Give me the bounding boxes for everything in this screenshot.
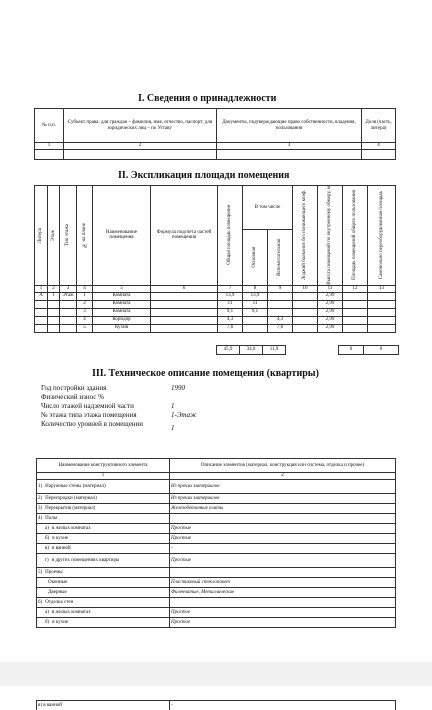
col-number: 2 xyxy=(64,143,217,150)
cell-nom: 3 xyxy=(77,308,93,316)
total-col12: 0 xyxy=(339,346,364,355)
page-gap xyxy=(0,662,432,686)
elem-desc: Филенчатые, Металлические xyxy=(170,588,396,598)
cell-osn xyxy=(243,316,268,324)
cell-height: 2,99 xyxy=(318,292,343,300)
cell-plobsh xyxy=(343,316,368,324)
elem-num: в) xyxy=(38,702,43,708)
col-number: 3 xyxy=(60,285,77,292)
tech-description-continued xyxy=(36,700,396,710)
col-formula-header: Формула подсчета частей помещения xyxy=(151,186,218,286)
cell-obsh: 13,9 xyxy=(218,292,243,300)
col-docs-header: Документы, подтверждающие право собственности, владения, пользования xyxy=(217,109,362,143)
elem-name: Проемы xyxy=(45,569,63,575)
cell-samov xyxy=(368,300,396,308)
area-total-row xyxy=(216,345,286,355)
elem-num: 6) xyxy=(38,599,43,605)
col-number: 7 xyxy=(218,285,243,292)
elem-desc: - xyxy=(170,701,396,710)
cell-tip xyxy=(60,316,77,324)
area-row xyxy=(35,316,396,324)
tech-description-table xyxy=(36,458,396,628)
col-number: 5 xyxy=(93,285,151,292)
col-number: 4 xyxy=(77,285,93,292)
info-row: Физический износ % xyxy=(41,393,104,401)
col-number: 1 xyxy=(37,473,170,480)
cell-vsp xyxy=(268,300,293,308)
total-obsh: 45,9 xyxy=(217,346,240,355)
col-number: 12 xyxy=(343,285,368,292)
cell-name: Комната xyxy=(93,308,151,316)
tech-row xyxy=(37,598,396,608)
cell-name: Комната xyxy=(93,292,151,300)
tech-row xyxy=(37,494,396,504)
cell-etazh xyxy=(48,324,60,332)
building-info xyxy=(41,384,341,438)
elem-name: Дверные xyxy=(48,589,67,595)
cell-litera xyxy=(35,308,48,316)
tech-row xyxy=(37,524,396,534)
tech-row xyxy=(37,554,396,568)
elem-num: г) xyxy=(45,557,49,563)
elem-name: Перегородки (материал) xyxy=(45,495,97,501)
cell-formula xyxy=(151,324,218,332)
col-naim-header: Наименование помещения xyxy=(93,186,151,286)
cell-litera xyxy=(35,300,48,308)
col-osn-header: Основная xyxy=(252,247,258,268)
elem-desc: Из прочих материалов xyxy=(170,480,396,494)
col-vsp-header: Вспомогательная xyxy=(277,239,283,276)
col-etazh-header: Этаж xyxy=(50,229,56,241)
elem-num: в) xyxy=(45,545,50,551)
elem-name: Отделка стен xyxy=(45,599,74,605)
col-number: 9 xyxy=(268,285,293,292)
tech-row xyxy=(37,514,396,524)
info-row: Число этажей надземной части 1 xyxy=(41,402,175,410)
elem-name: в кухне xyxy=(52,535,69,541)
elem-desc: - xyxy=(170,544,396,554)
cell-height: 2,99 xyxy=(318,316,343,324)
cell-litera xyxy=(35,316,48,324)
elem-name: в ванной xyxy=(43,702,62,708)
cell-formula xyxy=(151,300,218,308)
cell-name: Комната xyxy=(93,300,151,308)
col-plobsh-header: Площадь помещений общего пользования xyxy=(352,190,358,281)
elem-num: 5) xyxy=(38,569,43,575)
area-total-extra xyxy=(338,345,399,355)
col-number: 4 xyxy=(362,143,396,150)
col-number: 10 xyxy=(293,285,318,292)
cell-samov xyxy=(368,324,396,332)
cell-nom: 4 xyxy=(77,316,93,324)
col-desc-header: Описание элементов (материал, конструкция или система, отделка и прочее) xyxy=(170,459,396,473)
elem-desc: Простые xyxy=(170,524,396,534)
elem-desc: Из прочих материалов xyxy=(170,494,396,504)
cell-height: 2,99 xyxy=(318,308,343,316)
col-litera-header: Литера xyxy=(38,227,44,243)
section-3-title: III. Техническое описание помещения (квартиры) xyxy=(92,368,319,379)
elem-name: в ванной xyxy=(52,545,71,551)
col-number: 8 xyxy=(243,285,268,292)
elem-name: Оконные xyxy=(48,579,68,585)
col-lodzh-header: Лоджий балконов без понижающего коэф. xyxy=(302,190,308,281)
col-vys-header: Высота помещений по внутреннему обмеру, м xyxy=(327,186,333,285)
elem-desc xyxy=(170,568,396,578)
elem-desc: Пластиковый стеклопакет xyxy=(170,578,396,588)
cell-etazh xyxy=(48,316,60,324)
cell-samov xyxy=(368,292,396,300)
cell-vsp xyxy=(268,292,293,300)
col-vtom-header: В том числе xyxy=(243,186,293,230)
cell-height: 2,99 xyxy=(318,324,343,332)
elem-desc: Простое xyxy=(170,618,396,628)
cell-etazh xyxy=(48,308,60,316)
elem-name: в жилых комнатах xyxy=(51,525,91,531)
cell-formula xyxy=(151,316,218,324)
area-row xyxy=(35,308,396,316)
area-row xyxy=(35,324,396,332)
cell-obsh: 9,1 xyxy=(218,308,243,316)
cell-obsh: 11 xyxy=(218,300,243,308)
elem-desc: Железобетонные плиты xyxy=(170,504,396,514)
total-osn: 34,0 xyxy=(240,346,263,355)
cell-tip xyxy=(60,300,77,308)
cell-lodzh xyxy=(293,316,318,324)
cell-litera xyxy=(35,324,48,332)
tech-row xyxy=(37,608,396,618)
col-number: 2 xyxy=(48,285,60,292)
cell-formula xyxy=(151,308,218,316)
elem-name: Полы xyxy=(45,515,58,521)
total-vsp: 11,9 xyxy=(263,346,286,355)
tech-row xyxy=(37,578,396,588)
cell-osn: 11 xyxy=(243,300,268,308)
cell-etazh xyxy=(48,300,60,308)
elem-num: а) xyxy=(45,609,49,615)
elem-num: а) xyxy=(45,525,49,531)
col-number: 2 xyxy=(170,473,396,480)
tech-row xyxy=(37,618,396,628)
col-samov-header: Самовольно переоборудованная площадь xyxy=(378,191,384,280)
cell-lodzh xyxy=(293,324,318,332)
cell-osn: 9,1 xyxy=(243,308,268,316)
cell-plobsh xyxy=(343,292,368,300)
cell-litera: А xyxy=(35,292,48,300)
tech-row xyxy=(37,480,396,494)
total-col13: 0 xyxy=(364,346,399,355)
elem-name: Наружные стены (материал) xyxy=(45,483,106,489)
tech-row xyxy=(37,504,396,514)
col-num-header: № п.п. xyxy=(35,109,64,143)
section-1-title: I. Сведения о принадлежности xyxy=(138,93,277,104)
cell-obsh: 7,6 xyxy=(218,324,243,332)
col-obsh-header: Общая площадь помещения xyxy=(227,205,233,266)
cell-plobsh xyxy=(343,308,368,316)
elem-desc: Простые xyxy=(170,554,396,568)
cell-osn: 13,9 xyxy=(243,292,268,300)
elem-name: в других помещениях квартиры xyxy=(51,557,120,563)
col-elem-header: Наименование конструктивного элемента xyxy=(37,459,170,473)
col-subject-header: Субъект права: для граждан – фамилия, имя, отчество, паспорт; для юридических лиц – по Уставу xyxy=(64,109,217,143)
cell-formula xyxy=(151,292,218,300)
section-2-title: II. Экспликация площади помещения xyxy=(118,170,290,181)
cell-obsh: 4,3 xyxy=(218,316,243,324)
info-row: Год постройки здания 1990 xyxy=(41,384,185,392)
cell-etazh: 1 xyxy=(48,292,60,300)
col-number: 1 xyxy=(35,285,48,292)
tech-row xyxy=(37,534,396,544)
elem-desc: Простые xyxy=(170,534,396,544)
elem-num: 2) xyxy=(38,495,43,501)
tech-row xyxy=(37,544,396,554)
elem-num: б) xyxy=(45,535,50,541)
col-number: 1 xyxy=(35,143,64,150)
col-tip-header: Тип этажа xyxy=(65,224,71,247)
elem-name: в кухне xyxy=(52,619,69,625)
area-explication-table xyxy=(34,185,396,333)
cell-tip: Этаж xyxy=(60,292,77,300)
cell-vsp xyxy=(268,308,293,316)
cell-tip xyxy=(60,324,77,332)
col-number: 6 xyxy=(151,285,218,292)
elem-num: б) xyxy=(45,619,50,625)
document-page-2 xyxy=(0,686,432,710)
elem-num: 4) xyxy=(38,515,43,521)
cell-nom: 1 xyxy=(77,292,93,300)
cell-vsp: 7,6 xyxy=(268,324,293,332)
cell-samov xyxy=(368,316,396,324)
cell-plobsh xyxy=(343,300,368,308)
info-row: Количество уровней в помещении 1 xyxy=(41,420,175,432)
info-row: № этажа типа этажа помещения 1-Этаж xyxy=(41,411,197,419)
elem-desc xyxy=(170,598,396,608)
tech-row xyxy=(37,568,396,578)
elem-name: Перекрытия (материал) xyxy=(45,505,96,511)
elem-name: в жилых комнатах xyxy=(51,609,91,615)
area-row xyxy=(35,292,396,300)
col-number: 11 xyxy=(318,285,343,292)
cell-nom: 5 xyxy=(77,324,93,332)
cell-vsp: 4,3 xyxy=(268,316,293,324)
cell-lodzh xyxy=(293,292,318,300)
tech-row xyxy=(37,588,396,598)
cell-lodzh xyxy=(293,308,318,316)
area-row xyxy=(35,300,396,308)
elem-num: 1) xyxy=(38,483,43,489)
cell-lodzh xyxy=(293,300,318,308)
cell-height: 2,99 xyxy=(318,300,343,308)
cell-samov xyxy=(368,308,396,316)
ownership-table xyxy=(34,108,396,160)
cell-plobsh xyxy=(343,324,368,332)
cell-name: Коридор xyxy=(93,316,151,324)
col-nom-header: № на плане xyxy=(81,223,87,248)
col-number: 3 xyxy=(217,143,362,150)
col-share-header: Доля (часть, литера) xyxy=(362,109,396,143)
cell-nom: 2 xyxy=(77,300,93,308)
cell-tip xyxy=(60,308,77,316)
cell-name: Кухня xyxy=(93,324,151,332)
elem-desc xyxy=(170,514,396,524)
elem-num: 3) xyxy=(38,505,43,511)
elem-desc: Простое xyxy=(170,608,396,618)
cell-osn xyxy=(243,324,268,332)
col-number: 13 xyxy=(368,285,396,292)
